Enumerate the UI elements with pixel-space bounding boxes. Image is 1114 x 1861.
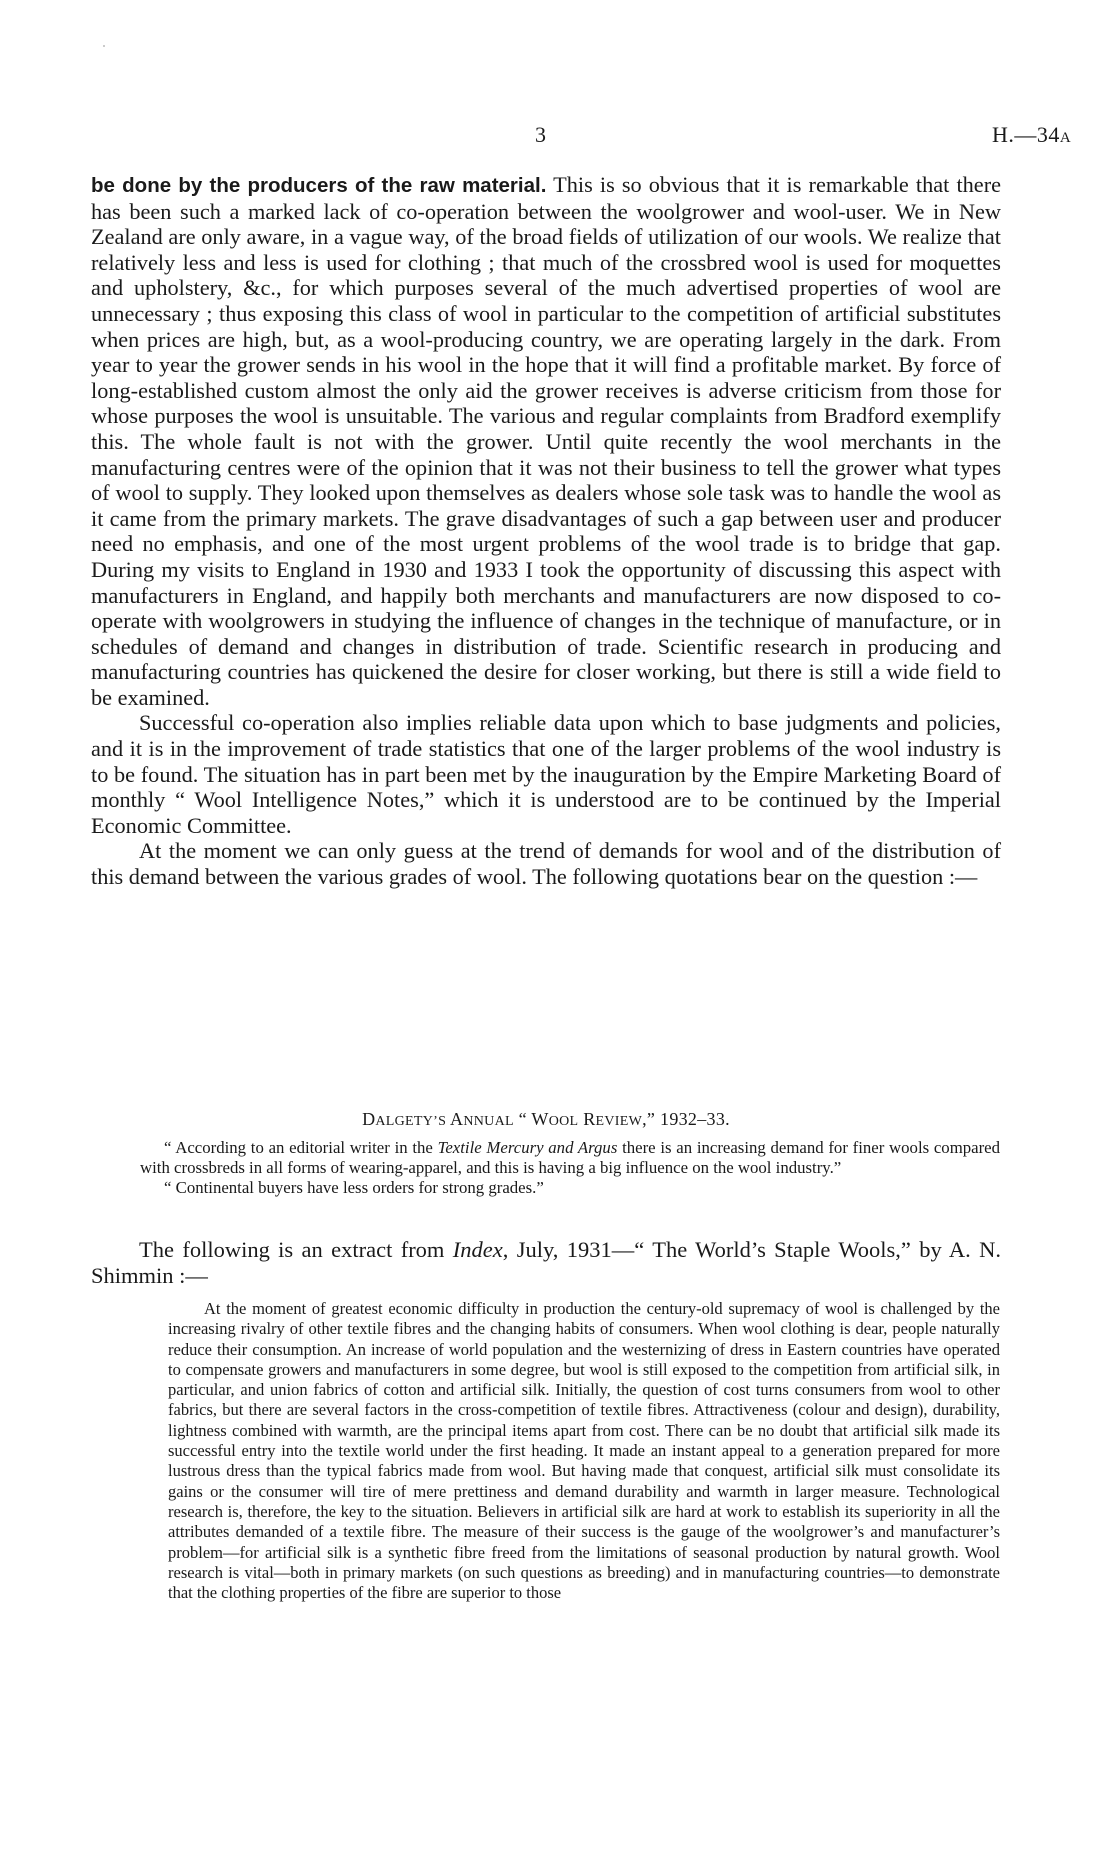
paragraph-1 bbox=[91, 172, 1001, 710]
reference-suffix: A bbox=[1059, 130, 1072, 146]
extract-intro: The following is an extract from Index, July, 1931—“ The World’s Staple Wools,” by A. N. Shimmin :— bbox=[91, 1237, 1001, 1288]
paragraph-1-lead: be done by the producers of the raw material. bbox=[91, 174, 547, 197]
review-quotes bbox=[140, 1138, 1000, 1199]
paragraph-3: At the moment we can only guess at the trend of demands for wool and of the distribution of this demand between the various grades of wool. The following quotations bear on the question :— bbox=[91, 838, 1001, 890]
review-quote-2: “ Continental buyers have less orders for strong grades.” bbox=[164, 1178, 544, 1198]
scan-speck bbox=[103, 45, 105, 47]
main-body bbox=[91, 172, 1001, 890]
reference-main: H.—34 bbox=[992, 122, 1060, 147]
paragraph-2: Successful co-operation also implies reliable data upon which to base judgments and policies, and it is in the improvement of trade statistics that one of the larger problems of the wool industry is to be found. The situation has in part been met by the inauguration by the Empire Marketing Board of monthly “ Wool Intelligence Notes,” which it is understood are to be continued by the Imperial Economic Committee. bbox=[91, 710, 1001, 838]
review-quote-1: “ According to an editorial writer in the Textile Mercury and Argus there is an increasing demand for finer wools compared with crossbreds in all forms of wearing-apparel, and this is having a big influence on the wool industry.” bbox=[140, 1138, 1001, 1178]
page-number: 3 bbox=[535, 122, 546, 147]
extract-text bbox=[168, 1299, 1000, 1603]
extract-paragraph: At the moment of greatest economic difficulty in production the century-old supremacy of wool is challenged by the increasing rivalry of other textile fibres and the changing habits of consumers. When wool clothing is dear, people naturally reduce their consumption. An increase of world population and the westernizing of dress in Eastern countries have operated to compensate growers and manufacturers in some degree, but wool is still exposed to the competition from artificial silk, in particular, and union fabrics of cotton and artificial silk. Initially, the question of cost turns consumers from wool to other fabrics, but there are several factors in the cross-competition of textile fibres. Attractiveness (colour and design), durability, lightness combined with warmth, are the principal items apart from cost. There can be no doubt that artificial silk made its successful entry into the textile world under the first heading. It made an instant appeal to a generation prepared for more lustrous dress than the typical fabrics made from wool. But having made that conquest, artificial silk must consolidate its gains or the consumer will tire of mere prettiness and demand durability and warmth in larger measure. Technological research is, therefore, the key to the situation. Believers in artificial silk are hard at work to establish its superiority in all the attributes demanded of a textile fibre. The measure of their success is the gauge of the woolgrower’s and manufacturer’s problem—for artificial silk is a synthetic fibre freed from the limitations of seasonal production by natural growth. Wool research is vital—both in primary markets (on such questions as breeding) and in manufacturing countries—to demonstrate that the clothing properties of the fibre are superior to those bbox=[168, 1299, 1000, 1603]
review-heading: DALGETY’S ANNUAL “ WOOL REVIEW,” 1932–33. bbox=[362, 1109, 730, 1129]
document-reference bbox=[992, 122, 1071, 148]
paragraph-1-text: This is so obvious that it is remarkable that there has been such a marked lack of co-operation between the woolgrower and wool-user. We in New Zealand are only aware, in a vague way, of the broad fields of utilization of our wools. We realize that relatively less and less is used for clothing ; that much of the crossbred wool is used for moquettes and upholstery, &c., for which purposes several of the much advertised properties of wool are unnecessary ; thus exposing this class of wool in particular to the competition of artificial substitutes when prices are high, but, as a wool-producing country, we are operating largely in the dark. From year to year the grower sends in his wool in the hope that it will find a profitable market. By force of long-established custom almost the only aid the grower receives is adverse criticism from those for whose purposes the wool is unsuitable. The various and regular complaints from Bradford exemplify this. The whole fault is not with the grower. Until quite recently the wool merchants in the manufacturing centres were of the opinion that it was not their business to tell the grower what types of wool to supply. They looked upon themselves as dealers whose sole task was to handle the wool as it came from the primary markets. The grave disadvantages of such a gap between user and producer need no emphasis, and one of the most urgent problems of the wool trade is to bridge that gap. During my visits to England in 1930 and 1933 I took the opportunity of discussing this aspect with manufacturers in England, and happily both merchants and manufacturers are now disposed to co-operate with woolgrowers in studying the influence of changes in the technique of manufacture, or in schedules of demand and changes in distribution of trade. Scientific research in producing and manufacturing countries has quickened the desire for closer working, but there is still a wide field to be examined. bbox=[91, 172, 1002, 710]
